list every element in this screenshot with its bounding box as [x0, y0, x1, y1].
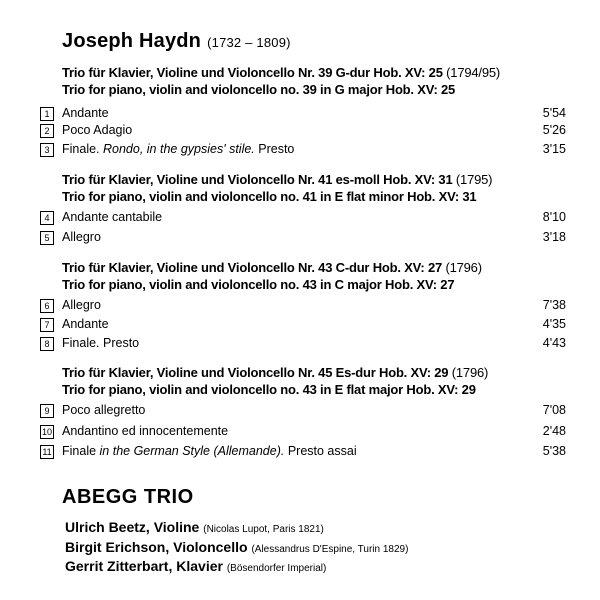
performer-name: Birgit Erichson, Violoncello: [65, 539, 248, 555]
performer-instrument: (Nicolas Lupot, Paris 1821): [203, 524, 324, 535]
track-duration: 8'10: [542, 210, 566, 224]
work-year: (1796): [445, 260, 482, 275]
track-title: Finale. Rondo, in the gypsies' stile. Presto: [62, 142, 295, 156]
track-number: 7: [40, 318, 54, 332]
track-number: 2: [40, 124, 54, 138]
track-duration: 2'48: [542, 424, 566, 438]
work-title-de: Trio für Klavier, Violine und Violoncello Nr. 45 Es-dur Hob. XV: 29 (1796): [62, 365, 489, 380]
track-duration: 3'18: [542, 230, 566, 244]
track-duration: 5'54: [542, 106, 566, 120]
track-row[interactable]: [40, 209, 566, 226]
track-duration: 3'15: [542, 142, 566, 156]
track-number: 9: [40, 404, 54, 418]
track-title: Allegro: [62, 230, 101, 244]
track-number: 4: [40, 211, 54, 225]
performer-instrument: (Alessandrus D'Espine, Turin 1829): [251, 544, 409, 555]
track-title: Andante: [62, 317, 109, 331]
track-row[interactable]: [40, 316, 566, 333]
track-number: 5: [40, 231, 54, 245]
track-title: Poco allegretto: [62, 403, 146, 417]
track-title: Andantino ed innocentemente: [62, 424, 229, 438]
performer-instrument: (Bösendorfer Imperial): [226, 563, 327, 574]
track-row[interactable]: [40, 122, 566, 139]
track-title: Finale in the German Style (Allemande). Presto assai: [62, 444, 357, 458]
track-row[interactable]: [40, 229, 566, 246]
work-title-de: Trio für Klavier, Violine und Violoncello Nr. 39 G-dur Hob. XV: 25 (1794/95): [62, 65, 501, 80]
composer-heading: [62, 30, 291, 53]
track-row[interactable]: [40, 402, 566, 419]
ensemble-name: ABEGG TRIO: [62, 486, 194, 508]
track-number: 11: [40, 445, 54, 459]
track-duration: 7'08: [542, 403, 566, 417]
track-row[interactable]: [40, 443, 566, 460]
track-title: Andante cantabile: [62, 210, 163, 224]
track-row[interactable]: [40, 335, 566, 352]
composer-dates: (1732 – 1809): [207, 35, 291, 50]
track-duration: 5'26: [542, 123, 566, 137]
performer-name: Ulrich Beetz, Violine: [65, 519, 200, 535]
work-title-de: Trio für Klavier, Violine und Violoncello Nr. 43 C-dur Hob. XV: 27 (1796): [62, 260, 482, 275]
track-duration: 7'38: [542, 298, 566, 312]
work-title-en: Trio for piano, violin and violoncello no. 43 in C major Hob. XV: 27: [62, 277, 455, 292]
performer-line: [65, 557, 326, 578]
track-number: 3: [40, 143, 54, 157]
work-year: (1796): [451, 365, 489, 380]
track-number: 8: [40, 337, 54, 351]
track-title: Andante: [62, 106, 109, 120]
track-row[interactable]: [40, 141, 566, 158]
track-duration: 5'38: [542, 444, 566, 458]
work-title-en: Trio for piano, violin and violoncello no. 43 in E flat major Hob. XV: 29: [62, 382, 476, 397]
track-number: 6: [40, 299, 54, 313]
track-row[interactable]: [40, 105, 566, 122]
composer-name: Joseph Haydn: [62, 30, 202, 52]
track-row[interactable]: [40, 423, 566, 440]
track-row[interactable]: [40, 297, 566, 314]
performer-name: Gerrit Zitterbart, Klavier: [65, 558, 223, 574]
work-year: (1794/95): [446, 65, 501, 80]
track-title: Poco Adagio: [62, 123, 133, 137]
track-duration: 4'43: [542, 336, 566, 350]
track-number: 1: [40, 107, 54, 121]
work-title-en: Trio for piano, violin and violoncello no. 41 in E flat minor Hob. XV: 31: [62, 189, 477, 204]
track-number: 10: [41, 427, 52, 437]
track-title: Finale. Presto: [62, 336, 140, 350]
work-year: (1795): [455, 172, 493, 187]
performer-line: [65, 518, 324, 539]
work-title-de: Trio für Klavier, Violine und Violoncello Nr. 41 es-moll Hob. XV: 31 (1795): [62, 172, 493, 187]
track-title: Allegro: [62, 298, 101, 312]
track-duration: 4'35: [542, 317, 566, 331]
work-title-en: Trio for piano, violin and violoncello no. 39 in G major Hob. XV: 25: [62, 82, 456, 97]
performer-line: [65, 538, 408, 559]
